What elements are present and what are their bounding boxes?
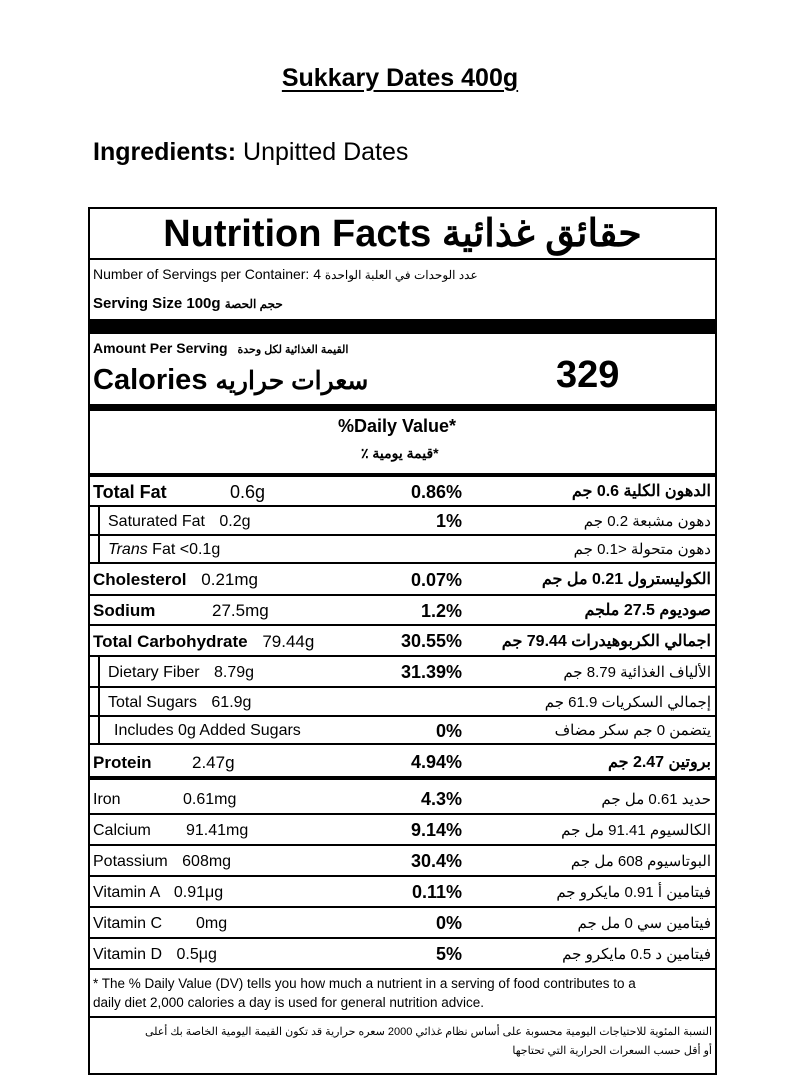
nutrient-row — [90, 877, 715, 908]
nutrient-name: Dietary Fiber 8.79g — [108, 664, 255, 681]
nutrient-arabic: الكوليسترول 0.21 مل جم — [541, 571, 711, 588]
nutrient-daily-value: 0.11% — [411, 882, 462, 902]
nutrient-amount: 0mg — [196, 915, 228, 932]
nutrient-amount: 0.61mg — [183, 791, 237, 808]
nutrient-arabic: يتضمن 0 جم سكر مضاف — [554, 722, 711, 739]
nutrient-name: Sodium 27.5mg — [93, 596, 155, 626]
indent-border — [98, 688, 100, 717]
nutrient-arabic: إجمالي السكريات 61.9 جم — [544, 694, 711, 711]
nutrient-row — [90, 939, 715, 970]
nutrient-arabic: صوديوم 27.5 ملجم — [584, 602, 711, 619]
nutrient-daily-value: 1.2% — [420, 601, 462, 621]
ingredients-value: Unpitted Dates — [243, 138, 409, 166]
header-ar: حقائق غذائية — [441, 213, 642, 255]
nutrient-arabic: الألياف الغذائية 8.79 جم — [563, 664, 711, 681]
nutrient-amount: 61.9g — [211, 694, 252, 711]
nutrient-daily-value: 0% — [435, 721, 462, 741]
nutrient-amount: 0.2g — [219, 513, 251, 530]
nutrient-name: Vitamin C 0mg — [93, 908, 162, 939]
indent-border — [98, 657, 100, 688]
nutrient-daily-value: 1% — [435, 511, 462, 531]
nutrient-amount: 608mg — [182, 853, 232, 870]
thick-divider — [90, 319, 715, 334]
nutrient-row — [90, 657, 715, 688]
nutrient-row — [90, 908, 715, 939]
nutrient-amount: 79.44g — [262, 632, 315, 651]
nutrient-name: Saturated Fat 0.2g — [108, 513, 251, 530]
indent-border — [98, 717, 100, 745]
nutrient-arabic: دهون مشبعة 0.2 جم — [583, 513, 711, 530]
nutrient-name: Total Sugars 61.9g — [108, 694, 252, 711]
ingredients-line — [93, 138, 408, 167]
nutrient-name: Vitamin D 0.5μg — [93, 946, 217, 963]
nutrient-arabic: دهون متحولة <0.1 جم — [573, 541, 711, 558]
nutrient-row — [90, 745, 715, 780]
nutrient-amount: 0.5μg — [176, 946, 217, 963]
nutrient-arabic: حديد 0.61 مل جم — [601, 791, 711, 808]
footnote-ar: النسبة المئوية للاحتياجات اليومية محسوبة على أساس نظام غذائي 2000 سعره حرارية قد تكون القيمة اليومية الخاصة بك أعلى أو أقل حسب السعرات الحرارية التي تحتاجها — [144, 1026, 712, 1057]
nutrient-amount: 0.21mg — [201, 570, 258, 589]
footnote-en: * The % Daily Value (DV) tells you how much a nutrient in a serving of food contributes to a daily diet 2,000 calories a day is used for general nutrition advice. — [93, 976, 636, 1010]
nutrient-name: Protein 2.47g — [93, 745, 152, 780]
nutrient-daily-value: 30.55% — [400, 631, 462, 651]
amount-per-serving: Amount Per Serving القيمة الغذائية لكل وحدة — [93, 340, 349, 356]
nutrient-row — [90, 784, 715, 815]
nutrition-facts-label — [88, 207, 717, 1075]
nutrient-amount: 0.91μg — [173, 884, 224, 901]
daily-value-header-ar: *قيمة يومية ٪ — [361, 445, 439, 461]
nutrient-daily-value: 31.39% — [400, 662, 462, 682]
nutrient-name: Total Fat 0.6g — [93, 477, 167, 507]
nutrient-name: Trans Fat <0.1g — [108, 541, 221, 558]
nutrient-amount: 27.5mg — [212, 601, 269, 620]
calories-value: 329 — [556, 354, 620, 396]
divider — [90, 1016, 715, 1018]
nutrient-row — [90, 564, 715, 596]
indent-border — [98, 536, 100, 564]
nutrient-arabic: اجمالي الكربوهيدرات 79.44 جم — [501, 633, 711, 650]
nutrient-row — [90, 626, 715, 657]
nutrient-row — [90, 507, 715, 536]
nutrient-name: Iron 0.61mg — [93, 784, 121, 815]
header-en: Nutrition Facts — [163, 213, 432, 255]
nutrient-row — [90, 846, 715, 877]
divider — [90, 258, 715, 260]
ingredients-label: Ingredients: — [93, 138, 237, 166]
nutrient-daily-value: 0.07% — [410, 570, 462, 590]
nutrient-daily-value: 9.14% — [410, 820, 462, 840]
nutrient-arabic: فيتامين سي 0 مل جم — [577, 915, 711, 932]
nutrient-daily-value: 5% — [435, 944, 462, 964]
indent-border — [98, 507, 100, 536]
product-title: Sukkary Dates 400g — [281, 64, 519, 92]
nutrient-daily-value: 4.3% — [420, 789, 462, 809]
nutrient-row — [90, 815, 715, 846]
nutrient-arabic: بروتين 2.47 جم — [607, 754, 711, 771]
nutrient-name: Potassium 608mg — [93, 853, 232, 870]
servings-per-container: Number of Servings per Container: 4 عدد الوحدات في العلبة الواحدة — [93, 266, 478, 282]
nutrient-arabic: الدهون الكلية 0.6 جم — [571, 483, 711, 500]
nutrient-name: Vitamin A 0.91μg — [93, 884, 224, 901]
nutrient-row — [90, 477, 715, 507]
nutrient-amount: 91.41mg — [186, 822, 249, 839]
nutrition-facts-header — [90, 209, 715, 259]
nutrient-row — [90, 688, 715, 717]
nutrient-name: Total Carbohydrate 79.44g — [93, 632, 315, 651]
calories-label: Calories سعرات حراريه — [93, 364, 369, 396]
nutrient-arabic: البوتاسيوم 608 مل جم — [570, 853, 711, 870]
daily-value-header: %Daily Value* — [338, 416, 457, 436]
nutrient-arabic: فيتامين أ 0.91 مايكرو جم — [556, 884, 711, 901]
nutrient-arabic: الكالسيوم 91.41 مل جم — [561, 822, 711, 839]
nutrient-daily-value: 30.4% — [410, 851, 462, 871]
nutrient-name: Cholesterol 0.21mg — [93, 570, 258, 589]
nutrient-daily-value: 4.94% — [410, 752, 462, 772]
serving-size: Serving Size 100g حجم الحصة — [93, 295, 283, 312]
nutrient-row — [90, 536, 715, 564]
nutrient-name: Calcium 91.41mg — [93, 815, 151, 846]
nutrient-row — [90, 717, 715, 745]
nutrient-row — [90, 596, 715, 626]
thick-divider — [90, 404, 715, 411]
nutrient-daily-value: 0.86% — [410, 482, 462, 502]
nutrient-name: Includes 0g Added Sugars — [114, 722, 301, 739]
nutrient-amount: 2.47g — [192, 753, 235, 772]
nutrient-amount: 8.79g — [214, 664, 255, 681]
nutrient-arabic: فيتامين د 0.5 مايكرو جم — [562, 946, 711, 963]
nutrient-daily-value: 0% — [435, 913, 462, 933]
nutrient-amount: 0.6g — [230, 482, 266, 502]
